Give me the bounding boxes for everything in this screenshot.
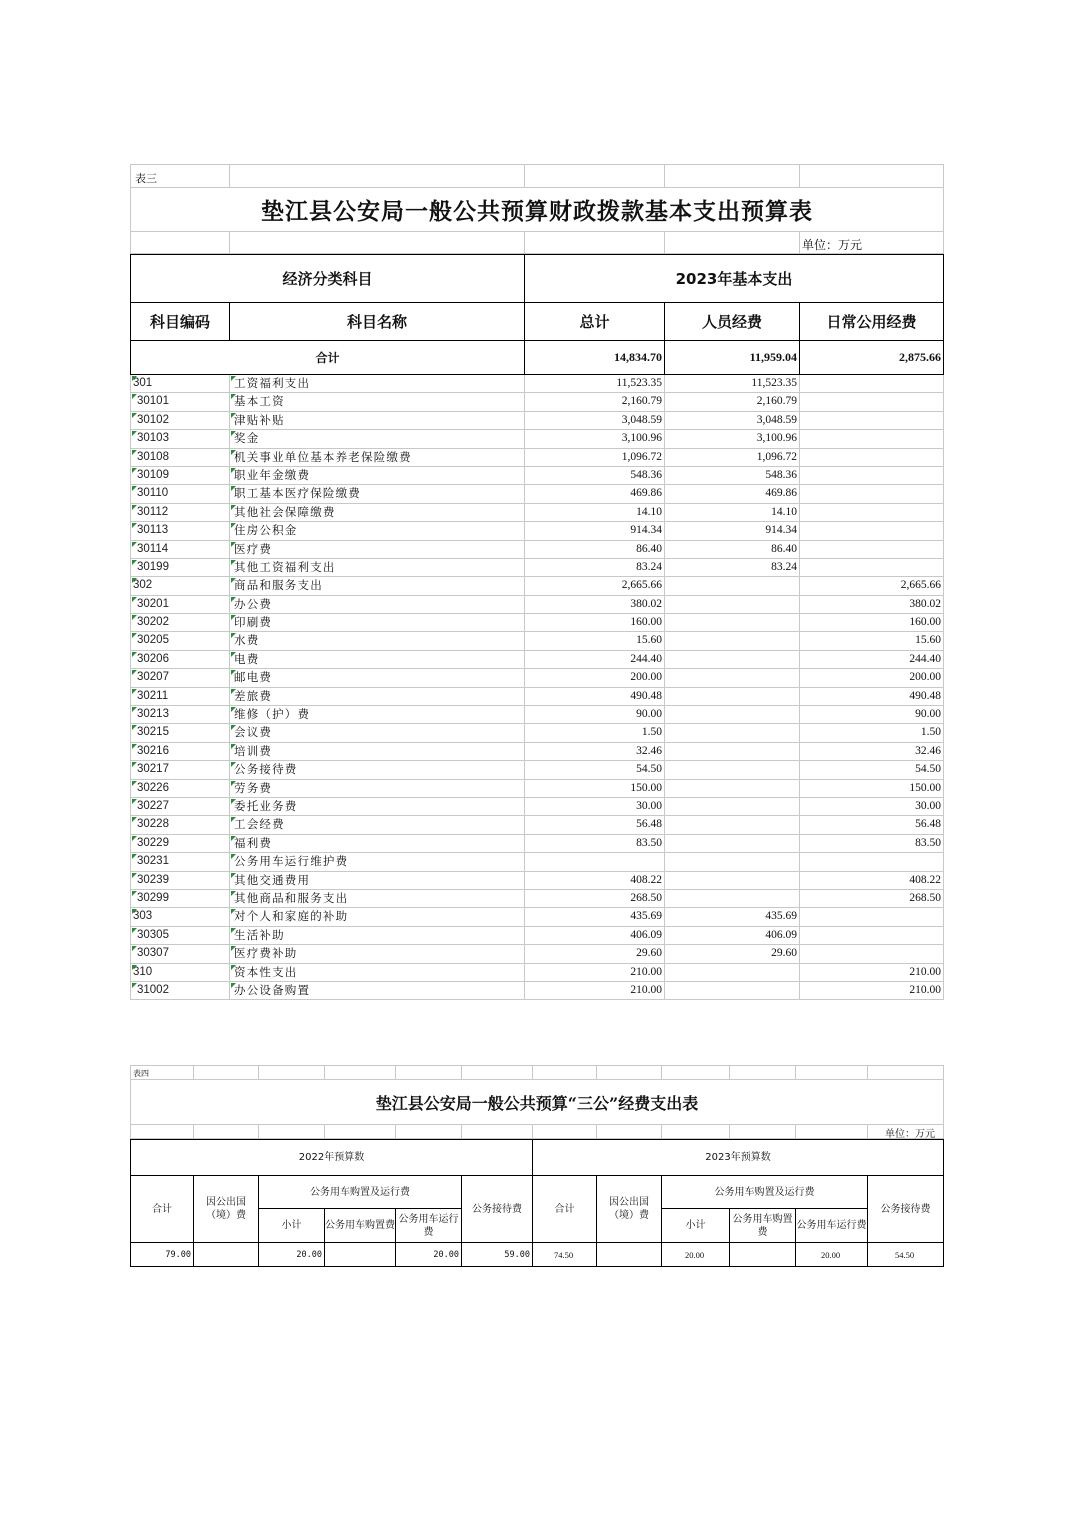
blank-cell (796, 1065, 868, 1080)
subject-name: 公务接待费 (230, 761, 525, 779)
table-row (130, 688, 944, 706)
table-row (130, 541, 944, 559)
subject-code: 310 (130, 964, 230, 982)
subject-code: 301 (130, 375, 230, 393)
table-row (130, 853, 944, 871)
blank-cell (597, 1065, 662, 1080)
personnel-value (665, 780, 800, 798)
subject-name: 邮电费 (230, 669, 525, 687)
subject-name: 生活补助 (230, 927, 525, 945)
table-row (130, 669, 944, 687)
subject-code: 30103 (130, 430, 230, 448)
blank-cell (325, 1125, 396, 1139)
table3-unit-row (130, 232, 944, 254)
total-value: 406.09 (525, 927, 665, 945)
public-value (800, 504, 944, 522)
subject-name: 委托业务费 (230, 798, 525, 816)
subject-name: 其他交通费用 (230, 872, 525, 890)
table-row (130, 412, 944, 430)
blank-cell (396, 1125, 462, 1139)
blank-cell (462, 1125, 533, 1139)
header-vehicle-2022: 公务用车购置及运行费 (259, 1176, 462, 1209)
total-value: 150.00 (525, 780, 665, 798)
table-row (130, 982, 944, 1000)
table-row (130, 614, 944, 632)
value-subtotal-2023: 20.00 (662, 1243, 730, 1267)
personnel-value: 2,160.79 (665, 393, 800, 411)
personnel-value: 1,096.72 (665, 449, 800, 467)
three-public-expenses-table (130, 1065, 944, 1267)
subject-code: 30112 (130, 504, 230, 522)
subject-code: 30231 (130, 853, 230, 871)
blank-cell (194, 1065, 259, 1080)
table-row (130, 632, 944, 650)
total-value: 210.00 (525, 982, 665, 1000)
subject-name: 工资福利支出 (230, 375, 525, 393)
public-value: 268.50 (800, 890, 944, 908)
subject-code: 30227 (130, 798, 230, 816)
public-value (800, 559, 944, 577)
subject-name: 办公设备购置 (230, 982, 525, 1000)
header-year-2023: 2023年预算数 (533, 1140, 944, 1176)
blank-cell (730, 1125, 796, 1139)
total-value: 435.69 (525, 908, 665, 926)
total-value: 83.50 (525, 835, 665, 853)
blank-cell (525, 232, 665, 254)
public-value: 1.50 (800, 724, 944, 742)
public-value (800, 430, 944, 448)
personnel-value: 86.40 (665, 541, 800, 559)
table-row (130, 504, 944, 522)
table3-header-row-2 (130, 303, 944, 341)
public-value (800, 375, 944, 393)
personnel-value: 435.69 (665, 908, 800, 926)
blank-cell (130, 232, 230, 254)
personnel-value (665, 816, 800, 834)
table-row (130, 780, 944, 798)
header-abroad-2023: 因公出国（境）费 (597, 1176, 662, 1243)
value-total-2022: 79.00 (130, 1243, 194, 1267)
public-value: 160.00 (800, 614, 944, 632)
blank-cell (533, 1065, 597, 1080)
header-code: 科目编码 (130, 303, 230, 341)
subject-code: 30211 (130, 688, 230, 706)
personnel-value: 83.24 (665, 559, 800, 577)
subject-code: 30101 (130, 393, 230, 411)
public-value: 408.22 (800, 872, 944, 890)
blank-cell (525, 164, 665, 188)
public-value (800, 412, 944, 430)
subject-code: 30102 (130, 412, 230, 430)
value-subtotal-2022: 20.00 (259, 1243, 325, 1267)
public-value (800, 908, 944, 926)
subject-code: 31002 (130, 982, 230, 1000)
subject-name: 职业年金缴费 (230, 467, 525, 485)
subject-code: 30206 (130, 651, 230, 669)
public-value: 56.48 (800, 816, 944, 834)
public-value: 83.50 (800, 835, 944, 853)
table4-unit-row (130, 1125, 944, 1139)
table4-label-row (130, 1065, 944, 1080)
personnel-value: 3,100.96 (665, 430, 800, 448)
personnel-value (665, 890, 800, 908)
subject-code: 302 (130, 577, 230, 595)
personnel-value (665, 596, 800, 614)
personnel-value: 14.10 (665, 504, 800, 522)
value-reception-2023: 54.50 (868, 1243, 944, 1267)
table-row (130, 945, 944, 963)
table4-title: 垫江县公安局一般公共预算“三公”经费支出表 (130, 1080, 944, 1125)
table-row (130, 651, 944, 669)
subject-code: 30110 (130, 485, 230, 503)
header-total-2023: 合计 (533, 1176, 597, 1243)
table4-unit: 单位：万元 (868, 1125, 944, 1139)
personnel-value (665, 835, 800, 853)
total-value: 380.02 (525, 596, 665, 614)
public-value (800, 927, 944, 945)
blank-cell (665, 164, 800, 188)
table3-title: 垫江县公安局一般公共预算财政拨款基本支出预算表 (130, 188, 944, 232)
total-value: 86.40 (525, 541, 665, 559)
personnel-value (665, 761, 800, 779)
table3-label-row (130, 164, 944, 188)
total-value: 29.60 (525, 945, 665, 963)
total-value: 15.60 (525, 632, 665, 650)
personnel-value (665, 872, 800, 890)
subject-name: 电费 (230, 651, 525, 669)
subject-code: 30113 (130, 522, 230, 540)
blank-cell (259, 1065, 325, 1080)
value-abroad-2022 (194, 1243, 259, 1267)
total-value: 160.00 (525, 614, 665, 632)
header-total: 总计 (525, 303, 665, 341)
total-value: 90.00 (525, 706, 665, 724)
table3-label: 表三 (130, 164, 230, 188)
blank-cell (230, 164, 525, 188)
table-row (130, 706, 944, 724)
public-value: 32.46 (800, 743, 944, 761)
table-row (130, 835, 944, 853)
public-value (800, 541, 944, 559)
table-row (130, 927, 944, 945)
public-value: 54.50 (800, 761, 944, 779)
blank-cell (730, 1065, 796, 1080)
subject-code: 30202 (130, 614, 230, 632)
total-value: 2,665.66 (525, 577, 665, 595)
value-total-2023: 74.50 (533, 1243, 597, 1267)
public-value: 244.40 (800, 651, 944, 669)
value-operation-2023: 20.00 (796, 1243, 868, 1267)
blank-cell (130, 1125, 194, 1139)
table-row (130, 596, 944, 614)
sum-label: 合计 (130, 341, 525, 375)
subject-name: 公务用车运行维护费 (230, 853, 525, 871)
total-value: 54.50 (525, 761, 665, 779)
blank-cell (597, 1125, 662, 1139)
header-purchase-2023: 公务用车购置费 (730, 1209, 796, 1243)
sum-public: 2,875.66 (800, 341, 944, 375)
public-value: 210.00 (800, 964, 944, 982)
sum-personnel: 11,959.04 (665, 341, 800, 375)
table4-value-row (130, 1243, 944, 1267)
subject-code: 30108 (130, 449, 230, 467)
table-row (130, 467, 944, 485)
blank-cell (194, 1125, 259, 1139)
table-row (130, 798, 944, 816)
table-row (130, 743, 944, 761)
blank-cell (325, 1065, 396, 1080)
public-value: 200.00 (800, 669, 944, 687)
total-value: 408.22 (525, 872, 665, 890)
subject-code: 30199 (130, 559, 230, 577)
total-value: 30.00 (525, 798, 665, 816)
public-value: 210.00 (800, 982, 944, 1000)
header-vehicle-2023: 公务用车购置及运行费 (662, 1176, 868, 1209)
total-value: 3,100.96 (525, 430, 665, 448)
personnel-value: 29.60 (665, 945, 800, 963)
total-value: 548.36 (525, 467, 665, 485)
total-value (525, 853, 665, 871)
public-value: 15.60 (800, 632, 944, 650)
table3-body (130, 375, 944, 1000)
subject-name: 医疗费 (230, 541, 525, 559)
table-row (130, 559, 944, 577)
total-value: 914.34 (525, 522, 665, 540)
blank-cell (662, 1065, 730, 1080)
table3-sum-row (130, 341, 944, 375)
subject-name: 印刷费 (230, 614, 525, 632)
subject-name: 对个人和家庭的补助 (230, 908, 525, 926)
personnel-value: 914.34 (665, 522, 800, 540)
personnel-value (665, 964, 800, 982)
public-value (800, 449, 944, 467)
total-value: 200.00 (525, 669, 665, 687)
subject-name: 福利费 (230, 835, 525, 853)
table-row (130, 761, 944, 779)
total-value: 2,160.79 (525, 393, 665, 411)
subject-name: 其他商品和服务支出 (230, 890, 525, 908)
value-purchase-2022 (325, 1243, 396, 1267)
public-value: 150.00 (800, 780, 944, 798)
personnel-value: 3,048.59 (665, 412, 800, 430)
subject-code: 30207 (130, 669, 230, 687)
subject-name: 机关事业单位基本养老保险缴费 (230, 449, 525, 467)
subject-name: 商品和服务支出 (230, 577, 525, 595)
subject-name: 医疗费补助 (230, 945, 525, 963)
subject-code: 30215 (130, 724, 230, 742)
total-value: 469.86 (525, 485, 665, 503)
subject-code: 30205 (130, 632, 230, 650)
public-value (800, 522, 944, 540)
subject-name: 劳务费 (230, 780, 525, 798)
personnel-value (665, 651, 800, 669)
table-row (130, 890, 944, 908)
subject-code: 303 (130, 908, 230, 926)
personnel-value (665, 614, 800, 632)
personnel-value (665, 798, 800, 816)
blank-cell (868, 1065, 944, 1080)
subject-code: 30109 (130, 467, 230, 485)
blank-cell (800, 164, 944, 188)
value-purchase-2023 (730, 1243, 796, 1267)
subject-name: 奖金 (230, 430, 525, 448)
subject-code: 30114 (130, 541, 230, 559)
total-value: 83.24 (525, 559, 665, 577)
total-value: 1.50 (525, 724, 665, 742)
subject-name: 其他工资福利支出 (230, 559, 525, 577)
public-value: 490.48 (800, 688, 944, 706)
table-row (130, 577, 944, 595)
subject-code: 30299 (130, 890, 230, 908)
personnel-value: 11,523.35 (665, 375, 800, 393)
table-row (130, 964, 944, 982)
table4-label: 表四 (130, 1065, 194, 1080)
table-row (130, 375, 944, 393)
personnel-value: 469.86 (665, 485, 800, 503)
table3-header-row-1 (130, 254, 944, 303)
header-basic-exp: 2023年基本支出 (525, 255, 944, 303)
subject-name: 工会经费 (230, 816, 525, 834)
public-value: 2,665.66 (800, 577, 944, 595)
basic-expenditure-table (130, 164, 944, 1000)
table4-header (130, 1139, 944, 1243)
public-value (800, 945, 944, 963)
value-reception-2022: 59.00 (462, 1243, 533, 1267)
subject-name: 其他社会保障缴费 (230, 504, 525, 522)
header-total-2022: 合计 (130, 1176, 194, 1243)
total-value: 1,096.72 (525, 449, 665, 467)
personnel-value (665, 706, 800, 724)
header-name: 科目名称 (230, 303, 525, 341)
subject-code: 30226 (130, 780, 230, 798)
subject-code: 30217 (130, 761, 230, 779)
subject-code: 30213 (130, 706, 230, 724)
table-row (130, 430, 944, 448)
table-row (130, 816, 944, 834)
blank-cell (462, 1065, 533, 1080)
subject-name: 培训费 (230, 743, 525, 761)
personnel-value (665, 688, 800, 706)
public-value (800, 485, 944, 503)
total-value: 11,523.35 (525, 375, 665, 393)
personnel-value (665, 632, 800, 650)
personnel-value: 406.09 (665, 927, 800, 945)
subject-code: 30201 (130, 596, 230, 614)
subject-name: 津贴补贴 (230, 412, 525, 430)
total-value: 32.46 (525, 743, 665, 761)
subject-code: 30228 (130, 816, 230, 834)
header-subtotal-2023: 小计 (662, 1209, 730, 1243)
value-abroad-2023 (597, 1243, 662, 1267)
table-row (130, 449, 944, 467)
subject-name: 维修（护）费 (230, 706, 525, 724)
header-year-2022: 2022年预算数 (130, 1140, 533, 1176)
subject-code: 30307 (130, 945, 230, 963)
public-value (800, 393, 944, 411)
table-row (130, 485, 944, 503)
blank-cell (230, 232, 525, 254)
personnel-value (665, 982, 800, 1000)
table-row (130, 724, 944, 742)
subject-name: 职工基本医疗保险缴费 (230, 485, 525, 503)
header-personnel: 人员经费 (665, 303, 800, 341)
total-value: 3,048.59 (525, 412, 665, 430)
personnel-value (665, 724, 800, 742)
value-operation-2022: 20.00 (396, 1243, 462, 1267)
subject-code: 30305 (130, 927, 230, 945)
header-operation-2023: 公务用车运行费 (796, 1209, 868, 1243)
header-subtotal-2022: 小计 (259, 1209, 325, 1243)
subject-code: 30229 (130, 835, 230, 853)
total-value: 14.10 (525, 504, 665, 522)
public-value (800, 467, 944, 485)
public-value (800, 853, 944, 871)
header-reception-2023: 公务接待费 (868, 1176, 944, 1243)
blank-cell (796, 1125, 868, 1139)
subject-name: 资本性支出 (230, 964, 525, 982)
sum-total: 14,834.70 (525, 341, 665, 375)
subject-name: 基本工资 (230, 393, 525, 411)
subject-code: 30216 (130, 743, 230, 761)
blank-cell (665, 232, 800, 254)
blank-cell (662, 1125, 730, 1139)
personnel-value (665, 853, 800, 871)
total-value: 244.40 (525, 651, 665, 669)
header-operation-2022: 公务用车运行费 (396, 1209, 462, 1243)
personnel-value: 548.36 (665, 467, 800, 485)
personnel-value (665, 669, 800, 687)
subject-name: 办公费 (230, 596, 525, 614)
total-value: 490.48 (525, 688, 665, 706)
header-econ-class: 经济分类科目 (130, 255, 525, 303)
header-public: 日常公用经费 (800, 303, 944, 341)
table-row (130, 522, 944, 540)
subject-name: 差旅费 (230, 688, 525, 706)
personnel-value (665, 577, 800, 595)
blank-cell (259, 1125, 325, 1139)
header-abroad-2022: 因公出国（境）费 (194, 1176, 259, 1243)
table-row (130, 393, 944, 411)
subject-name: 会议费 (230, 724, 525, 742)
personnel-value (665, 743, 800, 761)
header-reception-2022: 公务接待费 (462, 1176, 533, 1243)
table-row (130, 908, 944, 926)
table-row (130, 872, 944, 890)
blank-cell (396, 1065, 462, 1080)
header-purchase-2022: 公务用车购置费 (325, 1209, 396, 1243)
public-value: 380.02 (800, 596, 944, 614)
total-value: 268.50 (525, 890, 665, 908)
subject-name: 住房公积金 (230, 522, 525, 540)
public-value: 90.00 (800, 706, 944, 724)
subject-code: 30239 (130, 872, 230, 890)
subject-name: 水费 (230, 632, 525, 650)
blank-cell (533, 1125, 597, 1139)
total-value: 210.00 (525, 964, 665, 982)
total-value: 56.48 (525, 816, 665, 834)
table3-unit: 单位：万元 (800, 232, 944, 254)
public-value: 30.00 (800, 798, 944, 816)
